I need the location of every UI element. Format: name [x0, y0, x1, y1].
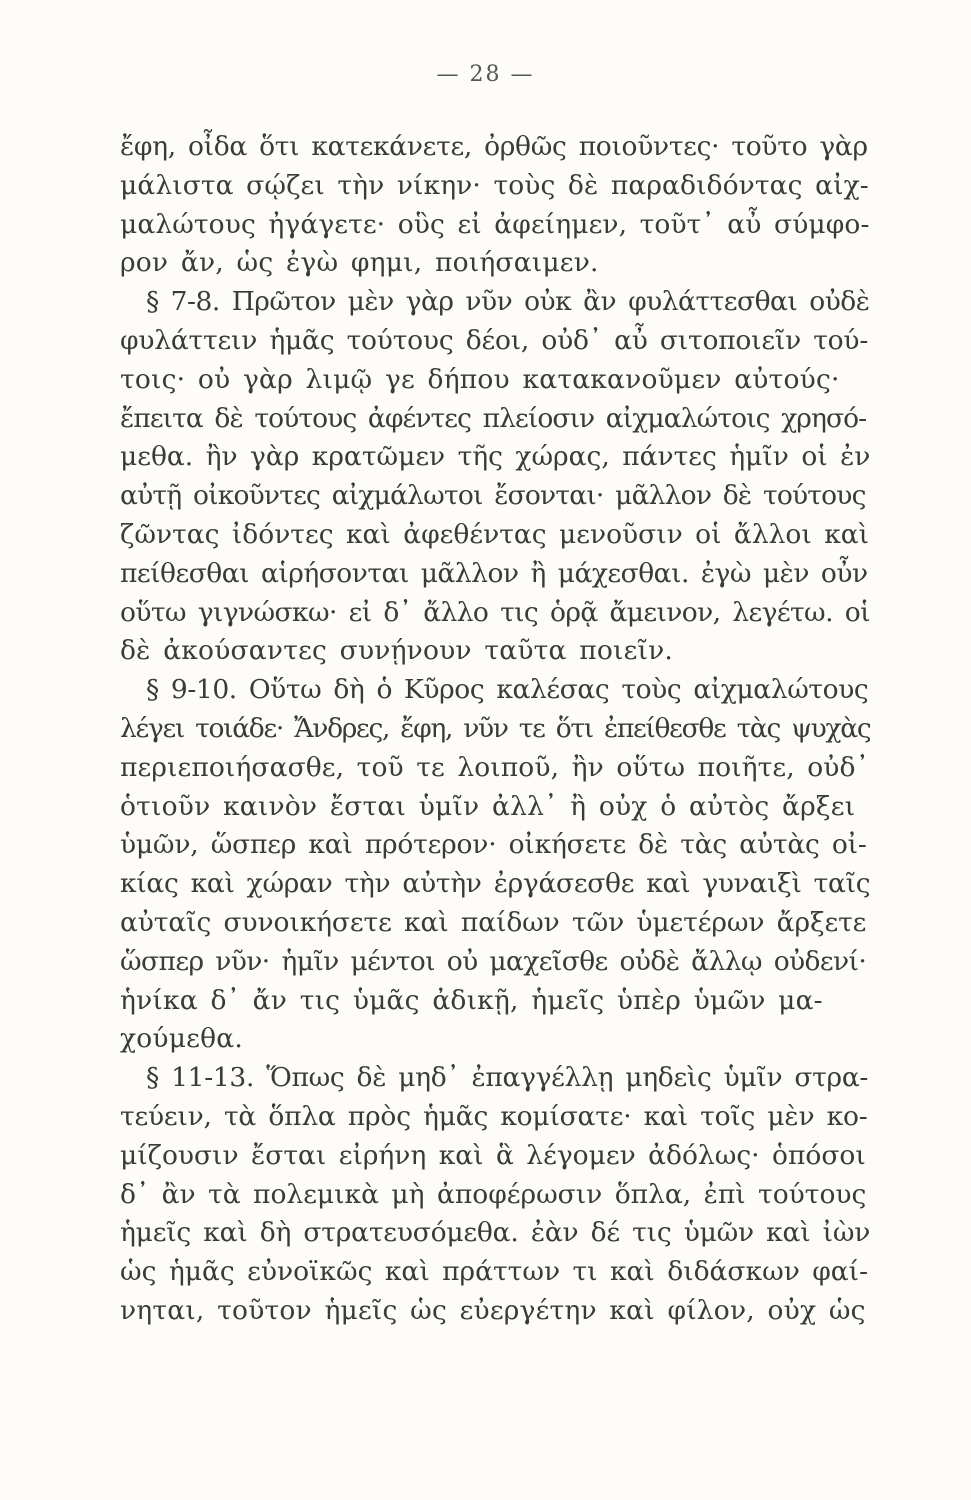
text-line: περιεποιήσασθε, τοῦ τε λοιποῦ, ἢν οὕτω ποιῆτε, οὐδ᾽	[120, 751, 869, 783]
text-line: δὲ ἀκούσαντες συνῄνουν ταῦτα ποιεῖν.	[120, 635, 674, 667]
text-line: ὁτιοῦν καινὸν ἔσται ὑμῖν ἀλλ᾽ ἢ οὐχ ὁ αὐτὸς ἄρξει	[120, 790, 856, 822]
text-line: λέγει τοιάδε· Ἄνδρες, ἔφη, νῦν τε ὅτι ἐπείθεσθε τὰς ψυχὰς	[120, 712, 870, 744]
text-line: § 11-13. Ὅπως δὲ μηδ᾽ ἐπαγγέλλῃ μηδεὶς ὑμῖν στρα-	[146, 1062, 869, 1094]
body-text	[120, 128, 870, 1331]
text-line: αὐτῇ οἰκοῦντες αἰχμάλωτοι ἔσονται· μᾶλλον δὲ τούτους	[120, 480, 866, 512]
text-line: δ᾽ ἂν τὰ πολεμικὰ μὴ ἀποφέρωσιν ὅπλα, ἐπὶ τούτους	[120, 1178, 867, 1210]
text-line: ἔφη, οἶδα ὅτι κατεκάνετε, ὀρθῶς ποιοῦντες· τοῦτο γὰρ	[120, 131, 868, 162]
text-line: ὑμῶν, ὥσπερ καὶ πρότερον· οἰκήσετε δὲ τὰς αὐτὰς οἰ-	[120, 829, 867, 861]
text-line: ἡμεῖς καὶ δὴ στρατευσόμεθα. ἐὰν δέ τις ὑμῶν καὶ ἰὼν	[120, 1217, 870, 1249]
text-line: ρον ἄν, ὡς ἐγὼ φημι, ποιήσαιμεν.	[120, 247, 599, 279]
text-line: μεθα. ἢν γὰρ κρατῶμεν τῆς χώρας, πάντες ἡμῖν οἱ ἐν	[120, 441, 870, 473]
text-line: πείθεσθαι αἱρήσονται μᾶλλον ἢ μάχεσθαι. ἐγὼ μὲν οὖν	[120, 557, 868, 589]
text-line: § 7-8. Πρῶτον μὲν γὰρ νῦν οὐκ ἂν φυλάττεσθαι οὐδὲ	[146, 286, 870, 318]
text-line: φυλάττειν ἡμᾶς τούτους δέοι, οὐδ᾽ αὖ σιτοποιεῖν τού-	[120, 324, 869, 356]
text-line: μάλιστα σῴζει τὴν νίκην· τοὺς δὲ παραδιδόντας αἰχ-	[120, 169, 869, 201]
text-line: τοις· οὐ γὰρ λιμῷ γε δήπου κατακανοῦμεν αὐτούς·	[120, 363, 840, 395]
page-number: — 28 —	[436, 62, 535, 87]
text-line: ὥσπερ νῦν· ἡμῖν μέντοι οὐ μαχεῖσθε οὐδὲ ἄλλῳ οὐδενί·	[120, 945, 867, 977]
text-line: οὕτω γιγνώσκω· εἰ δ᾽ ἄλλο τις ὁρᾷ ἄμεινον, λεγέτω. οἱ	[120, 596, 870, 628]
text-line: χούμεθα.	[120, 1023, 243, 1055]
text-line: τεύειν, τὰ ὅπλα πρὸς ἡμᾶς κομίσατε· καὶ τοῖς μὲν κο-	[120, 1100, 868, 1132]
text-line: ζῶντας ἰδόντες καὶ ἀφεθέντας μενοῦσιν οἱ ἄλλοι καὶ	[120, 518, 870, 550]
text-line: κίας καὶ χώραν τὴν αὐτὴν ἐργάσεσθε καὶ γυναιξὶ ταῖς	[120, 868, 870, 900]
text-line: αὐταῖς συνοικήσετε καὶ παίδων τῶν ὑμετέρων ἄρξετε	[120, 906, 867, 938]
text-line: ὡς ἡμᾶς εὐνοϊκῶς καὶ πράττων τι καὶ διδάσκων φαί-	[120, 1256, 869, 1288]
text-line: μαλώτους ἠγάγετε· οὓς εἰ ἀφείημεν, τοῦτ᾽ αὖ σύμφο-	[120, 208, 870, 240]
text-line: μίζουσιν ἔσται εἰρήνη καὶ ἃ λέγομεν ἀδόλως· ὁπόσοι	[120, 1139, 866, 1171]
text-line: νηται, τοῦτον ἡμεῖς ὡς εὐεργέτην καὶ φίλον, οὐχ ὡς	[120, 1294, 866, 1326]
text-line: § 9-10. Οὕτω δὴ ὁ Κῦρος καλέσας τοὺς αἰχμαλώτους	[146, 674, 869, 706]
text-line: ἔπειτα δὲ τούτους ἀφέντες πλείοσιν αἰχμαλώτοις χρησό-	[120, 402, 867, 434]
text-line: ἡνίκα δ᾽ ἄν τις ὑμᾶς ἀδικῇ, ἡμεῖς ὑπὲρ ὑμῶν μα-	[120, 984, 823, 1016]
